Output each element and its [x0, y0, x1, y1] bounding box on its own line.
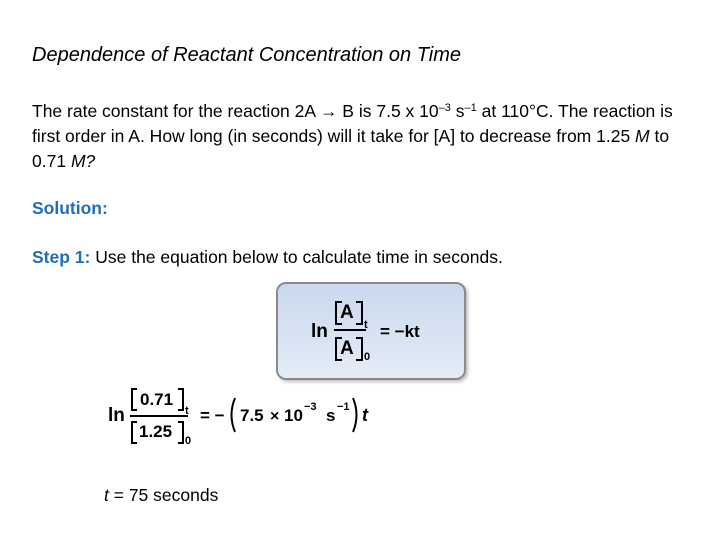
general-equation-box — [276, 282, 466, 380]
svg-text:= −: = − — [200, 406, 225, 425]
svg-text:ln: ln — [311, 321, 328, 342]
svg-text:10: 10 — [284, 406, 303, 425]
svg-text:0: 0 — [185, 435, 192, 447]
svg-text:1.25: 1.25 — [139, 422, 173, 441]
svg-text:×: × — [270, 408, 280, 425]
problem-statement: The rate constant for the reaction 2A → B is 7.5 x $10^{-3}$ $s^{-1}$ at 110°C. The reaction is first order in A. How long (in seconds) will it take for [A] to decrease from 1.25 M to 0.71 M? — [32, 101, 673, 171]
answer: t = 75 seconds — [104, 485, 219, 505]
svg-text:t: t — [362, 405, 368, 425]
svg-text:A: A — [340, 302, 354, 323]
slide-title: Dependence of Reactant Concentration on Time — [32, 44, 461, 66]
substituted-equation — [104, 380, 384, 450]
svg-text:0.71: 0.71 — [140, 390, 174, 409]
svg-text:t: t — [185, 405, 189, 417]
svg-text:s: s — [326, 406, 336, 425]
svg-text:0: 0 — [364, 351, 371, 363]
general-equation — [278, 284, 464, 378]
svg-text:7.5: 7.5 — [240, 406, 264, 425]
step-1-text: Use the equation below to calculate time in seconds. — [90, 247, 503, 267]
svg-text:−3: −3 — [304, 401, 317, 413]
step-1 — [32, 247, 503, 268]
svg-text:= −kt: = −kt — [380, 322, 420, 341]
step-1-label: Step 1: — [32, 247, 91, 267]
svg-text:A: A — [340, 338, 354, 359]
svg-text:t: t — [364, 319, 368, 331]
solution-label: Solution: — [32, 198, 108, 218]
svg-text:ln: ln — [108, 405, 125, 426]
svg-text:−1: −1 — [337, 401, 350, 413]
